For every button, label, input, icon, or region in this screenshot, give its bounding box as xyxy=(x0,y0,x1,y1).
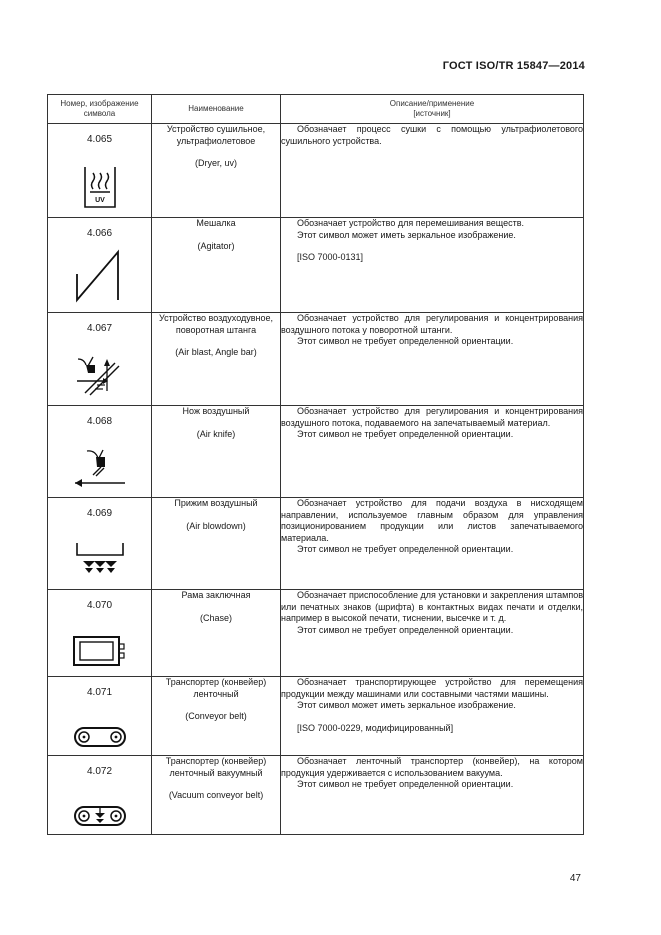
table-row xyxy=(48,677,584,756)
description-text: Этот символ не требует определенной ориентации. xyxy=(297,429,514,439)
description-text: Обозначает приспособление для установки и закрепления штампов или печатных знаков (шрифта) в контактных видах печати и отделки, например в высокой печати, тиснении, высечке и т. д. xyxy=(281,590,583,623)
description-text: Этот символ может иметь зеркальное изображение. xyxy=(297,700,516,710)
description-text: Этот символ может иметь зеркальное изображение. xyxy=(297,229,516,240)
description-cell xyxy=(281,313,584,406)
symbol-number: 4.071 xyxy=(86,687,113,698)
table-row xyxy=(48,218,584,313)
table-header-row xyxy=(48,95,584,124)
description-cell xyxy=(281,677,584,756)
name-ru: Нож воздушный xyxy=(182,406,250,416)
name-cell xyxy=(152,590,281,677)
description-text: Этот символ не требует определенной ориентации. xyxy=(297,336,514,346)
column-header-description-line1: Описание/применение xyxy=(389,99,475,108)
name-cell xyxy=(152,756,281,835)
name-en: (Agitator) xyxy=(197,240,235,251)
symbol-number: 4.066 xyxy=(86,228,113,239)
name-en: (Air knife) xyxy=(196,428,236,439)
name-en: (Air blast, Angle bar) xyxy=(175,347,257,357)
name-en: (Vacuum conveyor belt) xyxy=(168,790,264,800)
table-row xyxy=(48,124,584,218)
air-knife-icon xyxy=(48,447,151,489)
symbol-cell xyxy=(48,677,152,756)
name-ru: Мешалка xyxy=(196,218,236,228)
name-cell xyxy=(152,498,281,590)
description-text: Обозначает устройство для регулирования и концентрирования воздушного потока, подаваемого на запечатываемый материал. xyxy=(281,406,583,428)
name-en: (Air blowdown) xyxy=(186,520,246,531)
name-ru: Устройство воздуходувное, поворотная штанга xyxy=(158,313,274,335)
name-en: (Dryer, uv) xyxy=(194,158,237,168)
table-row xyxy=(48,590,584,677)
symbol-number: 4.069 xyxy=(86,508,113,519)
page-number: 47 xyxy=(569,873,581,884)
conveyor-belt-icon xyxy=(48,726,151,748)
description-cell xyxy=(281,406,584,498)
description-cell xyxy=(281,124,584,218)
description-text: Обозначает ленточный транспортер (конвейер), на котором продукция удерживается с использованием вакуума. xyxy=(281,756,583,778)
description-cell xyxy=(281,590,584,677)
column-header-description-line2: [источник] xyxy=(413,109,451,118)
symbol-cell xyxy=(48,756,152,835)
column-header-description xyxy=(281,95,584,124)
name-ru: Устройство сушильное, ультрафиолетовое xyxy=(166,124,266,146)
name-cell xyxy=(152,124,281,218)
symbol-cell xyxy=(48,218,152,313)
description-text: Обозначает транспортирующее устройство для перемещения продукции между машинами или составными частями машины. xyxy=(281,677,583,699)
name-ru: Транспортер (конвейер) ленточный xyxy=(165,677,267,699)
chase-icon xyxy=(48,634,151,668)
air-blowdown-icon xyxy=(48,541,151,581)
symbol-number: 4.067 xyxy=(86,323,113,334)
description-cell xyxy=(281,498,584,590)
symbols-table xyxy=(47,94,584,835)
vacuum-conveyor-belt-icon xyxy=(48,805,151,827)
table-row xyxy=(48,498,584,590)
symbol-number: 4.072 xyxy=(86,766,113,777)
name-ru: Рама заключная xyxy=(181,590,251,600)
description-text: Обозначает устройство для подачи воздуха в нисходящем направлении, используемое главным образом для управления позиционированием продукции или листов запечатываемого материала. xyxy=(281,498,583,543)
symbol-cell xyxy=(48,498,152,590)
symbol-number: 4.068 xyxy=(86,416,113,427)
description-cell xyxy=(281,218,584,313)
symbol-cell xyxy=(48,124,152,218)
name-cell xyxy=(152,406,281,498)
agitator-icon xyxy=(48,248,151,304)
table-row xyxy=(48,406,584,498)
symbol-number: 4.065 xyxy=(86,134,113,145)
column-header-number: Номер, изображение символа xyxy=(48,95,152,124)
dryer-uv-label: UV xyxy=(94,197,105,204)
table-row xyxy=(48,756,584,835)
table-row xyxy=(48,313,584,406)
name-cell xyxy=(152,218,281,313)
description-cell xyxy=(281,756,584,835)
symbol-cell xyxy=(48,313,152,406)
air-blast-angle-bar-icon xyxy=(48,353,151,397)
dryer-uv-icon xyxy=(48,165,151,209)
name-en: (Conveyor belt) xyxy=(185,711,247,721)
source-reference: [ISO 7000-0229, модифицированный] xyxy=(297,722,454,733)
name-ru: Транспортер (конвейер) ленточный вакуумный xyxy=(165,756,267,778)
description-text: Этот символ не требует определенной ориентации. xyxy=(297,779,514,789)
description-text: Этот символ не требует определенной ориентации. xyxy=(297,544,514,554)
description-text: Этот символ не требует определенной ориентации. xyxy=(297,624,514,635)
symbol-cell xyxy=(48,590,152,677)
name-ru: Прижим воздушный xyxy=(174,498,258,508)
symbol-number: 4.070 xyxy=(86,600,113,611)
name-en: (Chase) xyxy=(199,612,232,623)
name-cell xyxy=(152,677,281,756)
symbol-cell xyxy=(48,406,152,498)
description-text: Обозначает устройство для регулирования и концентрирования воздушного потока у поворотной штанги. xyxy=(281,313,583,335)
description-text: Обозначает устройство для перемешивания веществ. xyxy=(297,218,525,228)
source-reference: [ISO 7000-0131] xyxy=(297,252,364,262)
document-code: ГОСТ ISO/TR 15847—2014 xyxy=(442,60,585,72)
column-header-name: Наименование xyxy=(152,95,281,124)
description-text: Обозначает процесс сушки с помощью ультрафиолетового сушильного устройства. xyxy=(281,124,583,146)
name-cell xyxy=(152,313,281,406)
